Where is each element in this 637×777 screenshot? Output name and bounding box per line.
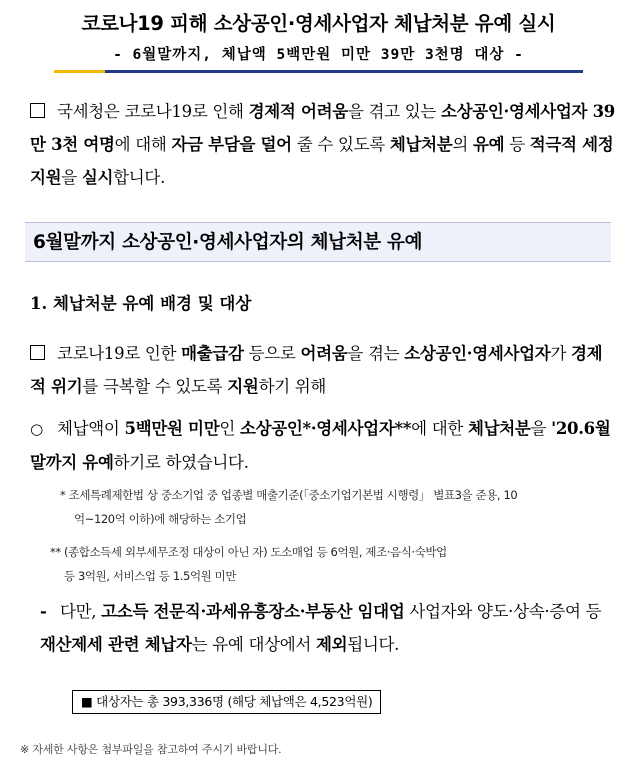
page-subtitle: - 6월말까지, 체납액 5백만원 미만 39만 3천명 대상 - [113,47,524,63]
section-heading: 6월말까지 소상공인·영세사업자의 체납처분 유예 [33,232,423,253]
footnote-small-operator: ** (종합소득세 외부세무조정 대상이 아닌 자) 도소매업 등 6억원, 제조·음식·숙박업 등 3억원, 서비스업 등 1.5억원 미만 [50,545,447,583]
subtitle-underline-accent [54,70,105,73]
circle-bullet-icon: ○ [30,420,43,438]
subtitle-banner [54,44,583,70]
background-paragraph: 코로나19로 인한 매출급감 등으로 어려움을 겪는 소상공인·영세사업자가 경제적 위기를 극복할 수 있도록 지원하기 위해 [30,344,603,396]
summary-detail: (해당 체납액은 4,523억원) [223,694,373,709]
lead-paragraph [30,95,615,194]
summary-box [72,690,381,714]
summary-label: ■ 대상자는 총 393,336명 [81,694,224,709]
lead-text: 국세청은 코로나19로 인해 경제적 어려움을 겪고 있는 소상공인·영세사업자 39만 3천 여명에 대해 자금 부담을 덜어 줄 수 있도록 체납처분의 유예 등 적극적 세정지원을 실시합니다. [30,102,615,187]
dash-bullet: - [40,602,47,621]
attachment-note: ※ 자세한 사항은 첨부파일을 참고하여 주시기 바랍니다. [20,743,282,756]
square-bullet-icon [30,345,45,360]
footnote-small-business: * 조세특례제한법 상 중소기업 중 업종별 매출기준(「중소기업기본법 시행령」 별표3을 준용, 10 억~120억 이하)에 해당하는 소기업 [60,488,518,526]
square-bullet-icon [30,103,45,118]
target-paragraph: ○ 체납액이 5백만원 미만인 소상공인*·영세사업자**에 대한 체납처분을 '20.6월말까지 유예하기로 하였습니다. [30,412,615,479]
subtitle-underline [105,70,583,73]
exclusion-paragraph: - 다만, 고소득 전문직·과세유흥장소·부동산 임대업 사업자와 양도·상속·증여 등 재산제세 관련 체납자는 유예 대상에서 제외됩니다. [40,595,620,661]
section-heading-box [25,222,611,262]
page-title: 코로나19 피해 소상공인·영세사업자 체납처분 유예 실시 [81,12,556,35]
subsection-heading: 1. 체납처분 유예 배경 및 대상 [30,294,252,313]
